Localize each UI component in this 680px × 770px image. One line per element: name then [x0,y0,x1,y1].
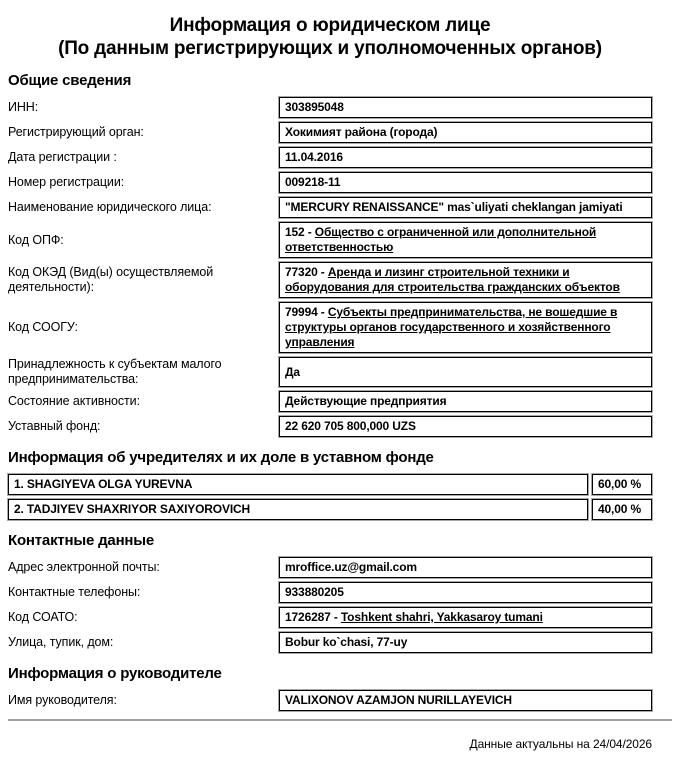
section-heading-founders: Информация об учредителях и их доле в уставном фонде [8,449,434,466]
founder-share-cell [592,499,652,520]
field-label: Код СООГУ: [8,320,78,334]
small-business-value: Да [285,364,300,379]
opf-code-link[interactable]: Общество с ограниченной или дополнительной ответственностью [285,225,597,254]
entity-name-value: "MERCURY RENAISSANCE" mas`uliyati cheklangan jamiyati [285,200,623,214]
field-value-box [279,632,652,653]
reg-date-value: 11.04.2016 [285,150,343,164]
field-value-box [279,416,652,437]
field-row-inn [8,97,652,118]
field-row-charter-fund [8,416,652,437]
field-row-reg-number [8,172,652,193]
oked-code-prefix: 77320 - [285,265,328,279]
field-label: Номер регистрации: [8,175,125,189]
field-label: Наименование юридического лица: [8,200,212,214]
street-value: Bobur ko`chasi, 77-uy [285,635,408,649]
founder-row [8,474,652,495]
field-label: Регистрирующий орган: [8,125,144,139]
field-value-box [279,97,652,118]
field-value-box [279,262,652,298]
field-row-email [8,557,652,578]
field-row-activity-state [8,391,652,412]
field-label: Код СОАТО: [8,610,78,624]
field-label: Уставный фонд: [8,419,101,433]
charter-fund-value: 22 620 705 800,000 UZS [285,419,416,433]
field-value-box [279,607,652,628]
founder-name: 1. SHAGIYEVA OLGA YUREVNA [14,477,193,491]
field-row-soato-code [8,607,652,628]
field-value-box [279,557,652,578]
section-heading-contacts: Контактные данные [8,532,155,549]
phones-value: 933880205 [285,585,344,599]
founder-share: 60,00 % [598,477,641,491]
inn-value: 303895048 [285,100,344,114]
field-row-small-business [8,357,652,387]
field-value-box [279,222,652,258]
page-title-line2: (По данным регистрирующих и уполномоченных органов) [58,38,602,59]
field-value-box [279,690,652,711]
founder-share-cell [592,474,652,495]
field-value-box [279,391,652,412]
reg-organ-value: Хокимият района (города) [285,125,438,139]
field-row-street [8,632,652,653]
field-value-box [279,172,652,193]
field-row-oked-code [8,262,652,298]
oked-code-value [280,263,651,297]
soogu-code-value [280,303,651,352]
field-label: Имя руководителя: [8,693,117,707]
field-row-opf-code [8,222,652,258]
field-label: Дата регистрации : [8,150,117,164]
field-label: Принадлежность к субъектам малого предпринимательства: [8,357,222,386]
field-value-box [279,147,652,168]
field-row-phones [8,582,652,603]
section-heading-director: Информация о руководителе [8,665,222,682]
founder-share: 40,00 % [598,502,641,516]
field-value-box [279,582,652,603]
soato-code-prefix: 1726287 - [285,610,341,624]
soogu-code-prefix: 79994 - [285,305,328,319]
field-row-reg-date [8,147,652,168]
founders-table [8,474,652,520]
soogu-code-link[interactable]: Субъекты предпринимательства, не вошедшие в структуры органов государственного и хозяйственного управления [285,305,618,349]
soato-code-value [280,608,548,627]
field-row-soogu-code [8,302,652,353]
field-label: Код ОКЭД (Вид(ы) осуществляемой деятельности): [8,265,214,294]
field-label: Адрес электронной почты: [8,560,160,574]
section-heading-general: Общие сведения [8,72,132,89]
email-value: mroffice.uz@gmail.com [285,560,417,574]
opf-code-value [280,223,651,257]
director-name-value: VALIXONOV AZAMJON NURILLAYEVICH [285,693,512,707]
page-title [8,14,652,60]
reg-number-value: 009218-11 [285,175,341,189]
founder-name-cell [8,474,588,495]
field-value-box [279,197,652,218]
field-row-entity-name [8,197,652,218]
field-label: Состояние активности: [8,394,140,408]
field-value-box [279,122,652,143]
field-label: Улица, тупик, дом: [8,635,114,649]
activity-state-value: Действующие предприятия [285,394,447,408]
divider [8,719,672,721]
opf-code-prefix: 152 - [285,225,315,239]
oked-code-link[interactable]: Аренда и лизинг строительной техники и оборудования для строительства гражданских объектов [285,265,620,294]
field-label: Код ОПФ: [8,232,64,247]
founder-row [8,499,652,520]
page-title-line1: Информация о юридическом лице [169,15,491,36]
field-row-reg-organ [8,122,652,143]
field-label: Контактные телефоны: [8,585,141,599]
field-value-box [279,357,652,387]
footer-note: Данные актуальны на 24/04/2026 [469,737,652,751]
founder-name: 2. TADJIYEV SHAXRIYOR SAXIYOROVICH [14,502,251,516]
founder-name-cell [8,499,588,520]
field-row-director-name [8,690,652,711]
field-label: ИНН: [8,100,39,114]
field-value-box [279,302,652,353]
soato-code-link[interactable]: Toshkent shahri, Yakkasaroy tumani [340,610,543,624]
